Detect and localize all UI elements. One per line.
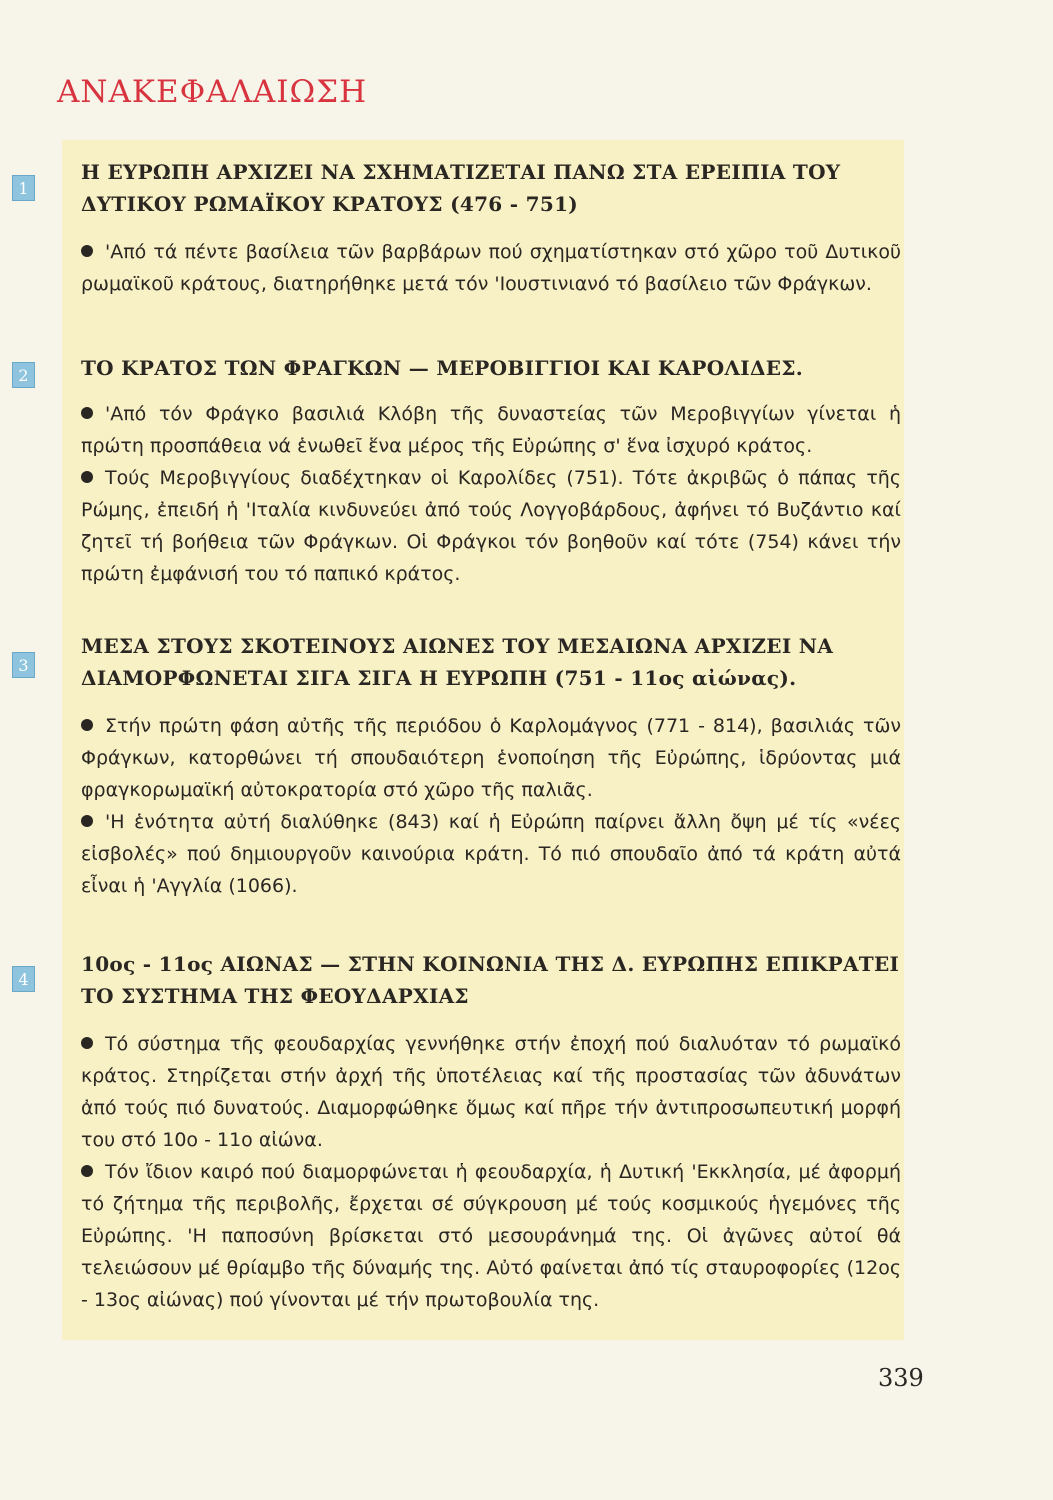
paragraph-text: Στήν πρώτη φάση αὐτῆς τῆς περιόδου ὁ Καρλομάγνος (771 - 814), βασιλιάς τῶν Φράγκων, κατορθώνει τή σπουδαιότερη ἑνοποίηση τῆς Εὐρώπης, ἱδρύοντας μιά φραγκορωμαϊκή αὐτοκρατορία στό χῶρο τῆς παλιᾶς. [81,715,901,801]
section-number-badge: 4 [12,966,35,992]
section-paragraph [81,398,901,462]
section-heading: Η ΕΥΡΩΠΗ ΑΡΧΙΖΕΙ ΝΑ ΣΧΗΜΑΤΙΖΕΤΑΙ ΠΑΝΩ ΣΤΑ ΕΡΕΙΠΙΑ ΤΟΥ ΔΥΤΙΚΟΥ ΡΩΜΑΪΚΟΥ ΚΡΑΤΟΥΣ (476 - 751) [81,160,841,216]
section-number-badge: 2 [12,362,35,388]
bullet-icon [81,407,93,419]
paragraph-text: Τόν ἴδιον καιρό πού διαμορφώνεται ἡ φεουδαρχία, ἡ Δυτική 'Εκκλησία, μέ ἀφορμή τό ζήτημα τῆς περιβολῆς, ἔρχεται σέ σύγκρουση μέ τούς κοσμικούς ἡγεμόνες τῆς Εὐρώπης. 'Η παποσύνη βρίσκεται στό μεσουράνημά της. Οἱ ἀγῶνες αὐτοί θά τελειώσουν μέ θρίαμβο τῆς δύναμής της. Αὐτό φαίνεται ἀπό τίς σταυροφορίες (12ος - 13ος αἰώνας) πού γίνονται μέ τήν πρωτοβουλία της. [81,1161,901,1311]
section-1 [81,156,901,300]
bullet-icon [81,815,93,827]
paragraph-text: 'Από τόν Φράγκο βασιλιά Κλόβη τῆς δυναστείας τῶν Μεροβιγγίων γίνεται ἡ πρώτη προσπάθεια νά ἑνωθεῖ ἕνα μέρος τῆς Εὐρώπης σ' ἕνα ἰσχυρό κράτος. [81,403,901,457]
section-4 [81,948,901,1316]
section-paragraph [81,236,901,300]
bullet-icon [81,719,93,731]
section-heading: 10ος - 11ος ΑΙΩΝΑΣ — ΣΤΗΝ ΚΟΙΝΩΝΙΑ ΤΗΣ Δ. ΕΥΡΩΠΗΣ ΕΠΙΚΡΑΤΕΙ ΤΟ ΣΥΣΤΗΜΑ ΤΗΣ ΦΕΟΥΔΑΡΧΙΑΣ [81,952,900,1008]
section-paragraph [81,462,901,590]
section-paragraph [81,1156,901,1316]
bullet-icon [81,1165,93,1177]
section-paragraph [81,806,901,902]
paragraph-text: 'Η ἑνότητα αὐτή διαλύθηκε (843) καί ἡ Εὐρώπη παίρνει ἄλλη ὄψη μέ τίς «νέες εἰσβολές» πού δημιουργοῦν καινούρια κράτη. Τό πιό σπουδαῖο ἀπό τά κράτη αὐτά εἶναι ἡ 'Αγγλία (1066). [81,811,901,897]
section-heading: ΤΟ ΚΡΑΤΟΣ ΤΩΝ ΦΡΑΓΚΩΝ — ΜΕΡΟΒΙΓΓΙΟΙ ΚΑΙ ΚΑΡΟΛΙΔΕΣ. [81,356,804,380]
page-number: 339 [878,1364,924,1392]
paragraph-text: Τό σύστημα τῆς φεουδαρχίας γεννήθηκε στήν ἐποχή πού διαλυόταν τό ρωμαϊκό κράτος. Στηρίζεται στήν ἀρχή τῆς ὑποτέλειας καί τῆς προστασίας τῶν ἀδυνάτων ἀπό τούς πιό δυνατούς. Διαμορφώθηκε ὅμως καί πῆρε τήν ἀντιπροσωπευτική μορφή του στό 10ο - 11ο αἰώνα. [81,1033,901,1151]
page-title: ΑΝΑΚΕΦΑΛΑΙΩΣΗ [57,74,368,110]
section-paragraph [81,1028,901,1156]
section-heading: ΜΕΣΑ ΣΤΟΥΣ ΣΚΟΤΕΙΝΟΥΣ ΑΙΩΝΕΣ ΤΟΥ ΜΕΣΑΙΩΝΑ ΑΡΧΙΖΕΙ ΝΑ ΔΙΑΜΟΡΦΩΝΕΤΑΙ ΣΙΓΑ ΣΙΓΑ Η ΕΥΡΩΠΗ (751 - 11ος αἰώνας). [81,634,834,690]
section-3 [81,630,901,902]
section-paragraph [81,710,901,806]
section-number-badge: 1 [12,175,35,201]
paragraph-text: Τούς Μεροβιγγίους διαδέχτηκαν οἱ Καρολίδες (751). Τότε ἀκριβῶς ὁ πάπας τῆς Ρώμης, ἐπειδή ἡ 'Ιταλία κινδυνεύει ἀπό τούς Λογγοβάρδους, ἀφήνει τό Βυζάντιο καί ζητεῖ τή βοήθεια τῶν Φράγκων. Οἱ Φράγκοι τόν βοηθοῦν καί τότε (754) κάνει τήν πρώτη ἐμφάνισή του τό παπικό κράτος. [81,467,901,585]
bullet-icon [81,1037,93,1049]
section-2 [81,352,901,590]
bullet-icon [81,245,93,257]
paragraph-text: 'Από τά πέντε βασίλεια τῶν βαρβάρων πού σχηματίστηκαν στό χῶρο τοῦ Δυτικοῦ ρωμαϊκοῦ κράτους, διατηρήθηκε μετά τόν 'Ιουστινιανό τό βασίλειο τῶν Φράγκων. [81,241,901,295]
bullet-icon [81,471,93,483]
section-number-badge: 3 [12,652,35,678]
